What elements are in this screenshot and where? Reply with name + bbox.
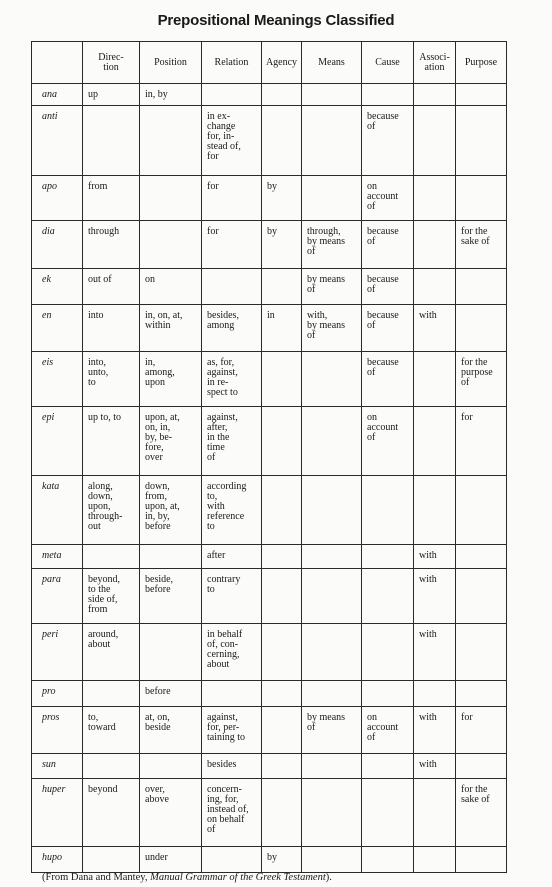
table-cell (414, 269, 456, 305)
table-cell (362, 779, 414, 847)
header-cell (32, 42, 83, 84)
table-cell: with, by means of (302, 305, 362, 352)
table-cell (362, 754, 414, 779)
table-cell (362, 545, 414, 569)
table-row (32, 847, 507, 873)
table-cell: from (83, 176, 140, 221)
table-cell: as, for, against, in re- spect to (202, 352, 262, 407)
table-cell (456, 624, 507, 681)
table-cell (262, 624, 302, 681)
preposition-cell: apo (32, 176, 83, 221)
table-cell: beyond, to the side of, from (83, 569, 140, 624)
table-cell: in, among, upon (140, 352, 202, 407)
table-cell (262, 545, 302, 569)
table-cell: into (83, 305, 140, 352)
table-cell: on account of (362, 176, 414, 221)
preposition-cell: dia (32, 221, 83, 269)
table-cell (362, 681, 414, 707)
table-cell: into, unto, to (83, 352, 140, 407)
table-cell (140, 221, 202, 269)
preposition-cell: sun (32, 754, 83, 779)
table-cell: down, from, upon, at, in, by, before (140, 476, 202, 545)
table-cell: in behalf of, con- cerning, about (202, 624, 262, 681)
table-cell (302, 847, 362, 873)
table-cell (456, 569, 507, 624)
preposition-cell: ana (32, 84, 83, 106)
table-cell (362, 569, 414, 624)
table-cell (262, 84, 302, 106)
table-cell (262, 476, 302, 545)
table-cell: around, about (83, 624, 140, 681)
table-cell (414, 221, 456, 269)
table-cell (362, 84, 414, 106)
table-cell (83, 847, 140, 873)
table-cell (140, 106, 202, 176)
table-cell (83, 681, 140, 707)
table-cell: for (202, 176, 262, 221)
table-cell: under (140, 847, 202, 873)
table-cell (140, 754, 202, 779)
preposition-cell: epi (32, 407, 83, 476)
table-cell (362, 847, 414, 873)
table-cell: through (83, 221, 140, 269)
table-row (32, 681, 507, 707)
table-cell: with (414, 754, 456, 779)
table-cell: according to, with reference to (202, 476, 262, 545)
table-cell (414, 681, 456, 707)
table-row (32, 269, 507, 305)
table-cell (202, 847, 262, 873)
header-cell: Agency (262, 42, 302, 84)
table-cell: to, toward (83, 707, 140, 754)
table-cell (456, 754, 507, 779)
table-cell: contrary to (202, 569, 262, 624)
table-cell: in, on, at, within (140, 305, 202, 352)
table-cell: with (414, 545, 456, 569)
table-row (32, 305, 507, 352)
preposition-cell: huper (32, 779, 83, 847)
table-row (32, 407, 507, 476)
table-cell: with (414, 305, 456, 352)
preposition-cell: eis (32, 352, 83, 407)
table-row (32, 624, 507, 681)
table-cell: in ex- change for, in- stead of, for (202, 106, 262, 176)
table-cell (140, 545, 202, 569)
preposition-cell: pros (32, 707, 83, 754)
preposition-cell: ek (32, 269, 83, 305)
table-cell: against, for, per- taining to (202, 707, 262, 754)
header-cell: Means (302, 42, 362, 84)
table-cell: up to, to (83, 407, 140, 476)
table-cell: along, down, upon, through- out (83, 476, 140, 545)
table-cell (302, 754, 362, 779)
table-cell (414, 84, 456, 106)
preposition-cell: para (32, 569, 83, 624)
table-cell (262, 754, 302, 779)
table-cell (302, 84, 362, 106)
table-cell (202, 269, 262, 305)
table-cell: because of (362, 352, 414, 407)
table-cell: for (456, 707, 507, 754)
table-cell (456, 305, 507, 352)
table-row (32, 352, 507, 407)
table-cell (302, 106, 362, 176)
table-cell: up (83, 84, 140, 106)
table-cell (456, 176, 507, 221)
table-row (32, 545, 507, 569)
table-cell (456, 847, 507, 873)
table-cell: against, after, in the time of (202, 407, 262, 476)
table-cell: for the purpose of (456, 352, 507, 407)
table-cell (414, 176, 456, 221)
table-cell: by (262, 221, 302, 269)
table-cell: with (414, 707, 456, 754)
header-row (32, 42, 507, 84)
table-cell: beside, before (140, 569, 202, 624)
page-title: Prepositional Meanings Classified (157, 12, 395, 29)
table-cell (456, 545, 507, 569)
table-cell (140, 176, 202, 221)
table-cell: with (414, 569, 456, 624)
table-cell (414, 407, 456, 476)
table-cell (262, 707, 302, 754)
table-cell (83, 545, 140, 569)
table-cell (456, 84, 507, 106)
table-cell: out of (83, 269, 140, 305)
preposition-cell: en (32, 305, 83, 352)
table-cell (414, 106, 456, 176)
table-cell (83, 754, 140, 779)
table-cell (262, 681, 302, 707)
table-cell: at, on, beside (140, 707, 202, 754)
table-cell: besides, among (202, 305, 262, 352)
preposition-cell: hupo (32, 847, 83, 873)
table-cell (302, 545, 362, 569)
table-cell: by means of (302, 269, 362, 305)
preposition-cell: meta (32, 545, 83, 569)
table-cell: through, by means of (302, 221, 362, 269)
table-cell (414, 352, 456, 407)
table-cell (140, 624, 202, 681)
table-cell (456, 476, 507, 545)
table-cell (362, 624, 414, 681)
header-cell: Purpose (456, 42, 507, 84)
table-cell: concern- ing, for, instead of, on behalf of (202, 779, 262, 847)
table-cell (302, 407, 362, 476)
table-cell: by (262, 847, 302, 873)
table-cell: in (262, 305, 302, 352)
table-row (32, 569, 507, 624)
table-row (32, 221, 507, 269)
table-cell (362, 476, 414, 545)
table-row (32, 707, 507, 754)
table-row (32, 176, 507, 221)
table-cell: upon, at, on, in, by, be- fore, over (140, 407, 202, 476)
table-cell: for (456, 407, 507, 476)
table-cell (262, 779, 302, 847)
table-cell: because of (362, 221, 414, 269)
table-cell: besides (202, 754, 262, 779)
table-cell: for the sake of (456, 221, 507, 269)
header-cell: Position (140, 42, 202, 84)
table-cell: over, above (140, 779, 202, 847)
table-cell: beyond (83, 779, 140, 847)
header-cell: Associ- ation (414, 42, 456, 84)
header-cell: Relation (202, 42, 262, 84)
table-cell (262, 352, 302, 407)
table-cell (83, 106, 140, 176)
table-cell (302, 569, 362, 624)
preposition-cell: anti (32, 106, 83, 176)
preposition-cell: peri (32, 624, 83, 681)
table-cell (262, 269, 302, 305)
table-cell: after (202, 545, 262, 569)
header-cell: Cause (362, 42, 414, 84)
table-cell (262, 407, 302, 476)
table-cell: in, by (140, 84, 202, 106)
table-cell: for the sake of (456, 779, 507, 847)
table-cell (456, 106, 507, 176)
table-cell (414, 847, 456, 873)
table-row (32, 476, 507, 545)
table-cell: for (202, 221, 262, 269)
citation-suffix: ). (325, 872, 332, 883)
table-cell (456, 681, 507, 707)
table-cell (302, 779, 362, 847)
citation-prefix: (From Dana and Mantey, (42, 872, 151, 883)
table-row (32, 754, 507, 779)
table-cell (202, 84, 262, 106)
table-row (32, 779, 507, 847)
table-row (32, 84, 507, 106)
table-cell (262, 106, 302, 176)
table-cell (302, 681, 362, 707)
table-cell (456, 269, 507, 305)
prepositions-table (31, 41, 507, 873)
table-cell: with (414, 624, 456, 681)
table-cell: by means of (302, 707, 362, 754)
table-cell: on account of (362, 407, 414, 476)
header-cell: Direc- tion (83, 42, 140, 84)
table-cell (414, 779, 456, 847)
table-cell (262, 569, 302, 624)
table-cell (302, 176, 362, 221)
table-cell: because of (362, 106, 414, 176)
table-cell (302, 624, 362, 681)
citation-book-title: Manual Grammar of the Greek Testament (150, 872, 326, 883)
table-cell: on (140, 269, 202, 305)
table-cell (302, 352, 362, 407)
table-cell: by (262, 176, 302, 221)
preposition-cell: pro (32, 681, 83, 707)
table-cell: on account of (362, 707, 414, 754)
source-citation (42, 872, 332, 883)
table-cell: before (140, 681, 202, 707)
table-cell: because of (362, 305, 414, 352)
table-cell: because of (362, 269, 414, 305)
table-cell (414, 476, 456, 545)
preposition-cell: kata (32, 476, 83, 545)
table-cell (302, 476, 362, 545)
table-cell (202, 681, 262, 707)
table-row (32, 106, 507, 176)
